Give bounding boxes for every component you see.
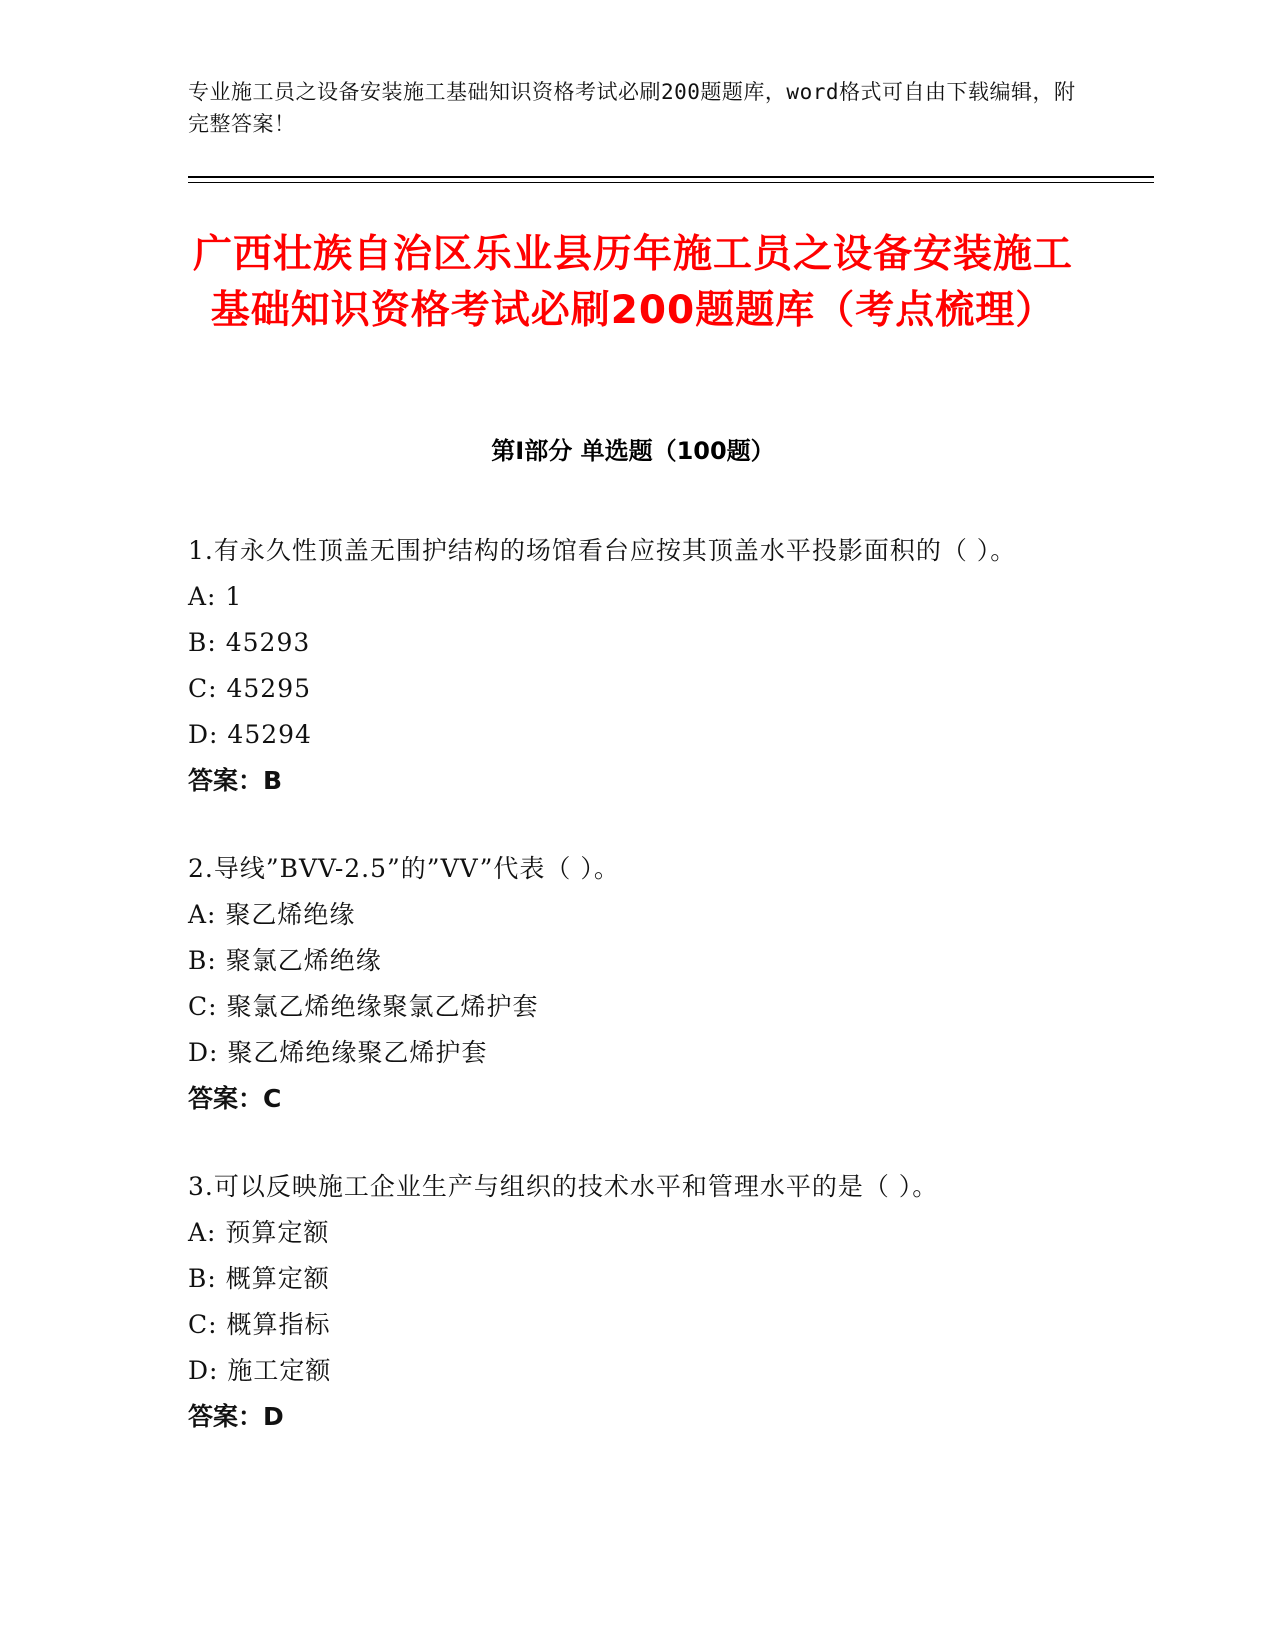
header-divider-thick	[188, 176, 1154, 178]
question-option-c: C: 聚氯乙烯绝缘聚氯乙烯护套	[188, 992, 539, 1021]
question-option-c: C: 45295	[188, 674, 312, 703]
question-list	[188, 528, 1068, 1482]
question-stem: 1.有永久性顶盖无围护结构的场馆看台应按其顶盖水平投影面积的（ ）。	[188, 536, 1017, 565]
question-answer: 答案：B	[188, 766, 283, 795]
question-option-d: D: 45294	[188, 720, 312, 749]
section-heading: 第Ⅰ部分 单选题（100题）	[491, 437, 775, 465]
header-note: 专业施工员之设备安装施工基础知识资格考试必刷200题题库，word格式可自由下载编辑，附完整答案！	[188, 80, 1076, 136]
header-divider-thin	[188, 182, 1154, 183]
question-option-a: A: 聚乙烯绝缘	[188, 900, 356, 929]
question-item	[188, 1164, 1068, 1440]
question-stem: 3.可以反映施工企业生产与组织的技术水平和管理水平的是（ ）。	[188, 1172, 939, 1201]
question-option-b: B: 概算定额	[188, 1264, 330, 1293]
question-option-b: B: 聚氯乙烯绝缘	[188, 946, 382, 975]
question-item	[188, 528, 1068, 804]
question-option-a: A: 1	[188, 582, 243, 611]
question-item	[188, 846, 1068, 1122]
question-option-a: A: 预算定额	[188, 1218, 330, 1247]
question-answer: 答案：C	[188, 1084, 282, 1113]
question-option-d: D: 聚乙烯绝缘聚乙烯护套	[188, 1038, 488, 1067]
question-option-d: D: 施工定额	[188, 1356, 332, 1385]
question-stem: 2.导线”BVV-2.5”的”VV”代表（ ）。	[188, 854, 620, 883]
question-option-b: B: 45293	[188, 628, 311, 657]
document-title: 广西壮族自治区乐业县历年施工员之设备安装施工基础知识资格考试必刷200题题库（考点梳理）	[192, 232, 1073, 333]
question-answer: 答案：D	[188, 1402, 284, 1431]
question-option-c: C: 概算指标	[188, 1310, 331, 1339]
